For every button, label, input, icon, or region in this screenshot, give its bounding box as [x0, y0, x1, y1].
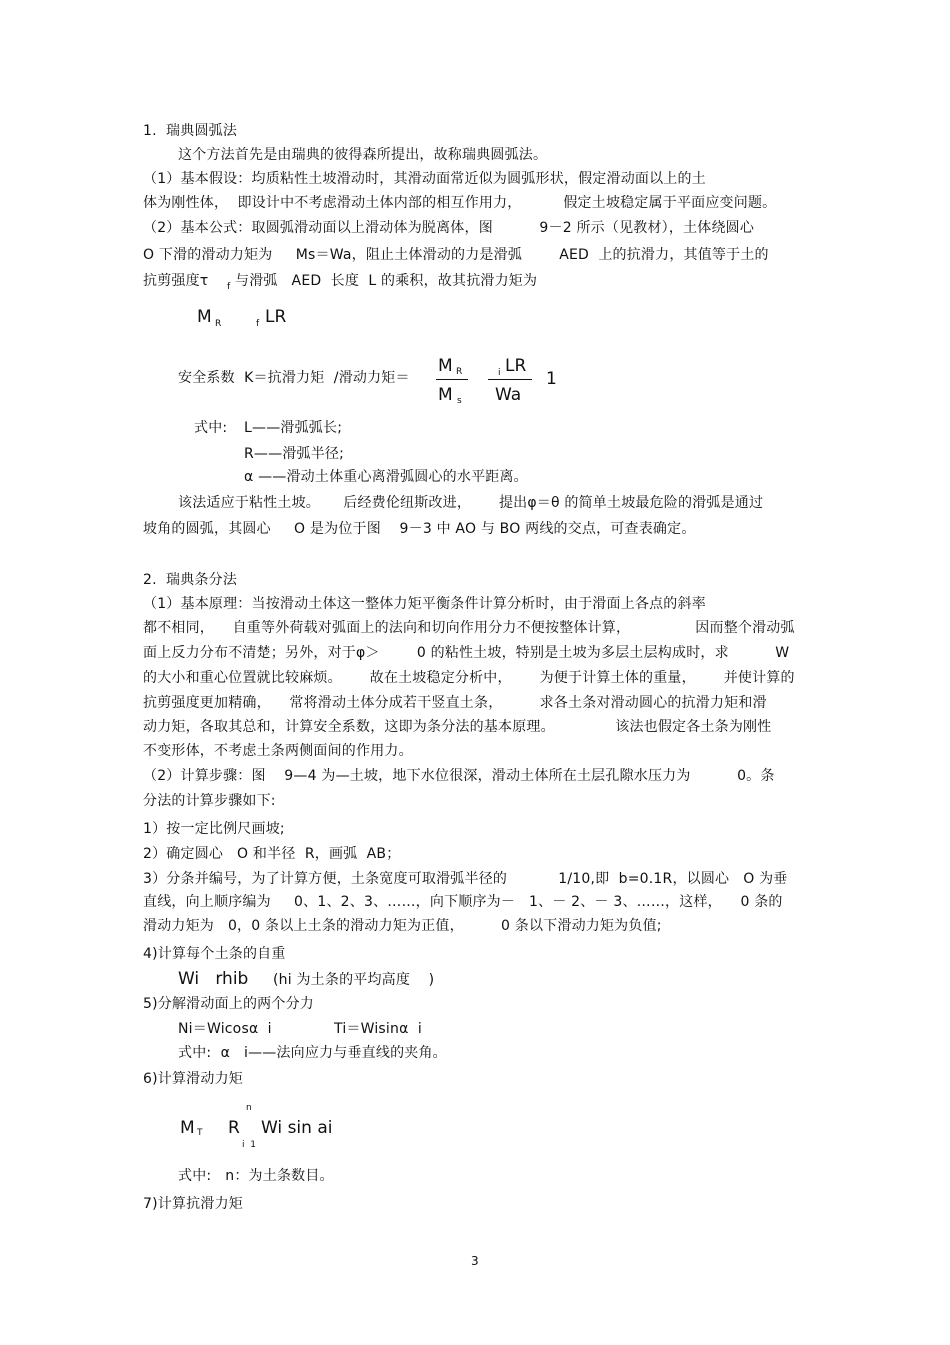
- step-4-note: (hi 为土条的平均高度 ): [273, 972, 435, 988]
- mt-T: T: [197, 1128, 203, 1138]
- formula-line-2: O 下滑的滑动力矩为 Ms＝Wa，阻止土体滑动的力是滑弧 AED 上的抗滑力，其值等于土的: [143, 247, 769, 263]
- eq-mr-f: f: [256, 319, 260, 329]
- frac1-num-R: R: [456, 367, 463, 377]
- section1-title: 1. 瑞典圆弧法: [143, 123, 238, 139]
- principle-line-7: 不变形体，不考虑土条两侧面间的作用力。: [143, 743, 413, 759]
- principle-line-6: 动力矩，各取其总和，计算安全系数，这即为条分法的基本原理。 该法也假定各土条为刚性: [143, 719, 772, 735]
- def-L: L——滑弧弧长;: [244, 420, 343, 436]
- frac2-den: Wa: [495, 385, 522, 405]
- frac1-num-M: M: [438, 356, 453, 376]
- principle-line-2: 都不相同， 自重等外荷载对弧面上的法向和切向作用分力不便按整体计算， 因而整个滑动弧: [143, 620, 795, 636]
- step-5: 5)分解滑动面上的两个分力: [143, 996, 314, 1012]
- eq-mr-LR: LR: [265, 307, 287, 327]
- principle-line-1: （1）基本原理：当按滑动土体这一整体力矩平衡条件计算分析时，由于滑面上各点的斜率: [143, 596, 706, 612]
- formula-line-3-sub: f: [227, 282, 231, 292]
- eq-mr-M: M: [197, 307, 212, 327]
- principle-line-3: 面上反力分布不清楚；另外，对于φ＞ 0 的粘性土坡，特别是土坡为多层土层构成时，求 W: [143, 645, 790, 661]
- step-4: 4)计算每个土条的自重: [143, 946, 286, 962]
- eq-mr-R: R: [215, 319, 222, 329]
- mt-M: M: [180, 1118, 195, 1138]
- section1-intro: 这个方法首先是由瑞典的彼得森所提出，故称瑞典圆弧法。: [178, 147, 548, 163]
- principle-line-5: 抗剪强度更加精确， 常将滑动土体分成若干竖直土条， 求各土条对滑动圆心的抗滑力矩和滑: [143, 695, 767, 711]
- steps-line-2: 分法的计算步骤如下:: [143, 793, 276, 809]
- step-2: 2）确定圆心 O 和半径 R，画弧 AB；: [143, 846, 401, 862]
- section2-title: 2. 瑞典条分法: [143, 572, 238, 588]
- step-3-line-3: 滑动力矩为 0，0 条以上土条的滑动力矩为正值， 0 条以下滑动力矩为负值;: [143, 918, 662, 934]
- frac2-bar: [488, 379, 532, 380]
- mt-upper-limit: n: [246, 1103, 252, 1113]
- step-3-line-1: 3）分条并编号，为了计算方便，土条宽度可取滑弧半径的 1/10,即 b=0.1R，以圆心 O 为垂: [143, 871, 788, 887]
- frac1-den-M: M: [438, 385, 453, 405]
- step-1: 1）按一定比例尺画坡;: [143, 821, 285, 837]
- step-6: 6)计算滑动力矩: [143, 1071, 243, 1087]
- step-3-line-2: 直线，向上顺序编为 0、1、2、3、……，向下顺序为－ 1、－ 2、－ 3、……，这样， 0 条的: [143, 894, 783, 910]
- mt-R: R: [228, 1118, 240, 1138]
- formula-line-3a: 抗剪强度τ: [143, 273, 209, 289]
- frac2-num-i: i: [498, 368, 501, 378]
- safety-factor-label: 安全系数 K＝抗滑力矩 /滑动力矩＝: [178, 370, 410, 386]
- step-7: 7)计算抗滑力矩: [143, 1196, 243, 1212]
- frac2-num-LR: LR: [505, 356, 527, 376]
- assumption-line-2: 体为刚性体， 即设计中不考虑滑动土体内部的相互作用力， 假定土坡稳定属于平面应变问题。: [143, 195, 777, 211]
- applicability-line-1: 该法适应于粘性土坡。 后经费伦纽斯改进， 提出φ＝θ 的简单土坡最危险的滑弧是通过: [178, 495, 764, 511]
- formula-line-1: （2）基本公式：取圆弧滑动面以上滑动体为脱离体，图 9－2 所示（见教材），土体绕圆心: [143, 220, 755, 236]
- step-5-normal: Ni＝Wicosα i: [178, 1021, 272, 1037]
- frac1-bar: [436, 379, 468, 380]
- mt-lower-limit: i 1: [242, 1140, 256, 1150]
- applicability-line-2: 坡角的圆弧，其圆心 O 是为位于图 9－3 中 AO 与 BO 两线的交点，可查表确定。: [143, 521, 696, 537]
- mt-body: Wi sin ai: [261, 1118, 333, 1138]
- page-number: 3: [471, 1254, 479, 1268]
- step-4-equation: Wi rhib: [178, 969, 249, 989]
- steps-line-1: （2）计算步骤：图 9—4 为—土坡，地下水位很深，滑动土体所在土层孔隙水压力为 0。条: [143, 768, 775, 784]
- assumption-line-1: （1）基本假设：均质粘性土坡滑动时，其滑动面常近似为圆弧形状，假定滑动面以上的土: [143, 171, 706, 187]
- def-alpha: α ——滑动土体重心离滑弧圆心的水平距离。: [244, 469, 528, 485]
- frac-tail: 1: [546, 369, 557, 389]
- principle-line-4: 的大小和重心位置就比较麻烦。 故在土坡稳定分析中， 为便于计算土体的重量， 并使计算的: [143, 670, 795, 686]
- formula-line-3b: 与滑弧 AED 长度 L 的乘积，故其抗滑力矩为: [235, 273, 538, 289]
- step-5-where: 式中: α i——法向应力与垂直线的夹角。: [178, 1045, 447, 1061]
- frac1-den-s: s: [457, 396, 462, 406]
- step-6-where: 式中: n：为土条数目。: [178, 1168, 334, 1184]
- step-5-tangent: Ti＝Wisinα i: [334, 1021, 422, 1037]
- where-label: 式中:: [194, 420, 228, 436]
- def-R: R——滑弧半径;: [244, 446, 345, 462]
